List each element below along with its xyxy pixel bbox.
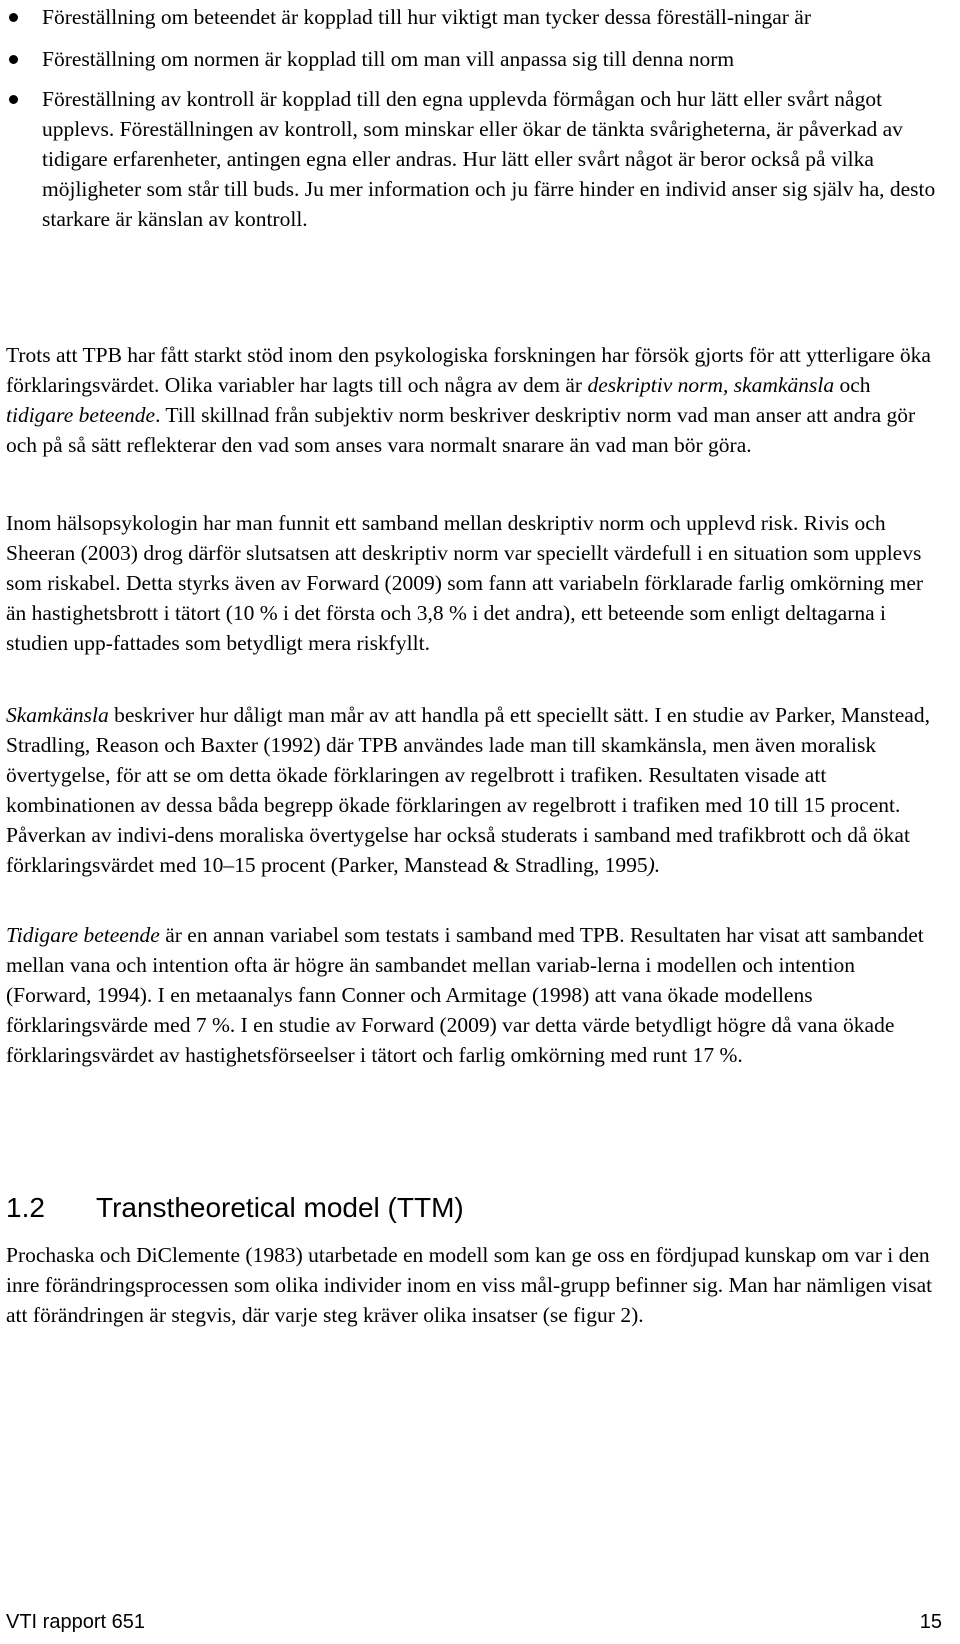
section-number: 1.2 — [6, 1192, 45, 1223]
report-name: VTI rapport 651 — [6, 1611, 145, 1633]
section-heading — [6, 1190, 464, 1226]
page-footer — [6, 1608, 942, 1636]
paragraph-ttm-intro: Prochaska och DiClemente (1983) utarbetade en modell som kan ge oss en fördjupad kunskap om var i den inre förändringsprocessen som olika individer inom en viss mål-grupp befinner sig. Man har nämligen visat att förändringen är stegvis, där varje steg kräver olika insatser (se figur 2). — [6, 1243, 933, 1327]
paragraph-shame: Skamkänsla beskriver hur dåligt man mår av att handla på ett speciellt sätt. I en studie av Parker, Manstead, Stradling, Reason och Baxter (1992) där TPB användes lade man till skamkänsla, men även moralisk övertygelse, för att se om detta ökade förklaringen av regelbrott i trafiken. Resultaten visade att kombinationen av dessa båda begrepp ökade förklaringen av regelbrott i trafiken med 10 till 15 procent. Påverkan av indivi-dens moraliska övertygelse har också studerats i samband med trafikbrott och då ökat förklaringsvärdet med 10–15 procent (Parker, Manstead & Stradling, 1995). — [6, 703, 930, 877]
paragraph-tpb-extensions: Trots att TPB har fått starkt stöd inom den psykologiska forskningen har försök gjorts för att ytterligare öka förklaringsvärdet. Olika variabler har lagts till och några av dem är deskriptiv norm, skamkänsla och tidigare beteende. Till skillnad från subjektiv norm beskriver deskriptiv norm vad man anser att andra gör och på så sätt reflekterar den vad som anses vara normalt snarare än vad man bör göra. — [6, 343, 931, 457]
bullet-item-3: Föreställning av kontroll är kopplad till den egna upplevda förmågan och hur lätt eller svårt något upplevs. Föreställningen av kontroll, som minskar eller ökar de tänkta svårigheterna, är påverkad av tidigare erfarenheter, antingen egna eller andras. Hur lätt eller svårt något är beror också på vilka möjligheter som står till buds. Ju mer information och ju färre hinder en individ anser sig själv ha, desto starkare är känslan av kontroll. — [6, 84, 942, 234]
italic-term: Tidigare beteende — [6, 923, 160, 947]
page-number: 15 — [919, 1611, 942, 1633]
section-title: Transtheoretical model (TTM) — [96, 1192, 464, 1223]
paragraph-descriptive-norm: Inom hälsopsykologin har man funnit ett samband mellan deskriptiv norm och upplevd risk. Rivis och Sheeran (2003) drog därför slutsatsen att deskriptiv norm var speciellt värdefull i en situation som upplevs som riskabel. Detta styrks även av Forward (2009) som fann att variabeln förklarade farlig omkörning mer än hastighetsbrott i tätort (10 % i det första och 3,8 % i det andra), ett beteende som enligt deltagarna i studien upp-fattades som betydligt mera riskfyllt. — [6, 511, 924, 655]
bullet-list — [6, 2, 942, 246]
italic-term: Skamkänsla — [6, 703, 109, 727]
bullet-item-2: Föreställning om normen är kopplad till om man vill anpassa sig till denna norm — [6, 44, 942, 74]
italic-term: deskriptiv norm, skamkänsla — [587, 373, 835, 397]
italic-term: tidigare beteende — [6, 403, 156, 427]
bullet-item-1: Föreställning om beteendet är kopplad till hur viktigt man tycker dessa föreställ-ningar är — [6, 2, 942, 32]
paragraph-past-behaviour: Tidigare beteende är en annan variabel som testats i samband med TPB. Resultaten har visat att sambandet mellan vana och intention ofta är högre än sambandet mellan variab-lerna i modellen och intention (Forward, 1994). I en metaanalys fann Conner och Armitage (1998) att vana ökade modellens förklaringsvärde med 7 %. I en studie av Forward (2009) var detta värde betydligt högre då vana ökade förklaringsvärdet av hastighetsförseelser i tätort och farlig omkörning med runt 17 %. — [6, 923, 924, 1067]
